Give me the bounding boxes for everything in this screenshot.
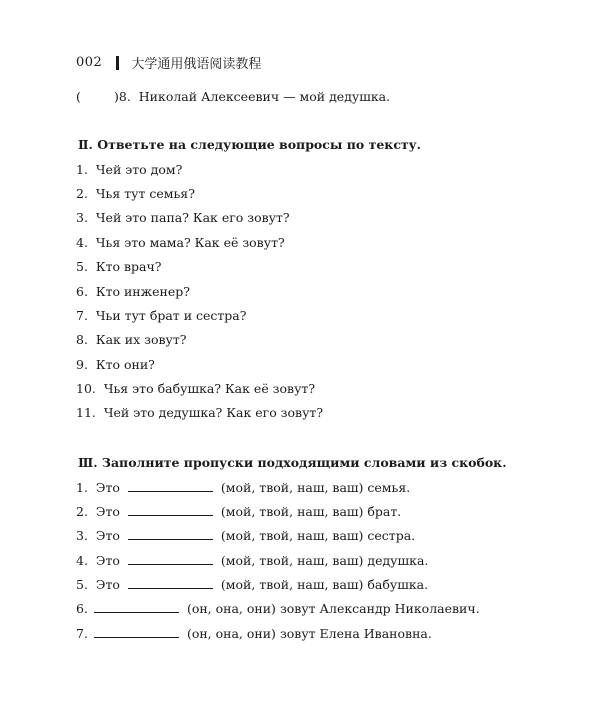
fill-in-item: 2. Это (мой, твой, наш, ваш) брат.	[76, 504, 402, 519]
question-item: 2. Чья тут семья?	[76, 186, 195, 201]
fill-in-item: 3. Это (мой, твой, наш, ваш) сестра.	[76, 528, 416, 543]
question-item: 5. Кто врач?	[76, 259, 162, 274]
answer-paren-close: )	[114, 89, 119, 104]
fill-in-item: 7. (он, она, они) зовут Елена Ивановна.	[76, 626, 432, 641]
book-title: 大学通用俄语阅读教程	[131, 57, 262, 72]
answer-blank	[128, 505, 213, 516]
section-2-title: Ⅱ. Ответьте на следующие вопросы по тексту.	[78, 137, 422, 152]
answer-paren-open: (	[76, 89, 81, 104]
header-divider	[116, 56, 119, 70]
fill-in-item: 6. (он, она, они) зовут Александр Николаевич.	[76, 601, 480, 616]
answer-blank	[128, 481, 213, 492]
question-item: 10. Чья это бабушка? Как её зовут?	[76, 381, 316, 396]
question-item: 1. Чей это дом?	[76, 162, 183, 177]
question-item: 4. Чья это мама? Как её зовут?	[76, 235, 285, 250]
fill-in-item: 5. Это (мой, твой, наш, ваш) бабушка.	[76, 577, 429, 592]
question-item: 9. Кто они?	[76, 357, 155, 372]
answer-blank	[128, 578, 213, 589]
question-item: 11. Чей это дедушка? Как его зовут?	[76, 405, 324, 420]
question-item: 8. Как их зовут?	[76, 332, 187, 347]
page-header	[76, 53, 261, 72]
section-3-title: Ⅲ. Заполните пропуски подходящими словами из скобок.	[78, 455, 507, 470]
page-number: 002	[76, 55, 103, 70]
question-item: 3. Чей это папа? Как его зовут?	[76, 210, 290, 225]
answer-blank	[94, 627, 179, 638]
question-item: 7. Чьи тут брат и сестра?	[76, 308, 247, 323]
true-false-item	[76, 89, 390, 105]
question-item: 6. Кто инженер?	[76, 284, 190, 299]
item-text: Николай Алексеевич — мой дедушка.	[138, 89, 391, 104]
answer-blank	[128, 529, 213, 540]
fill-in-item: 1. Это (мой, твой, наш, ваш) семья.	[76, 480, 411, 495]
item-number: 8.	[118, 89, 131, 104]
answer-blank	[128, 554, 213, 565]
fill-in-item: 4. Это (мой, твой, наш, ваш) дедушка.	[76, 553, 429, 568]
answer-blank	[94, 602, 179, 613]
